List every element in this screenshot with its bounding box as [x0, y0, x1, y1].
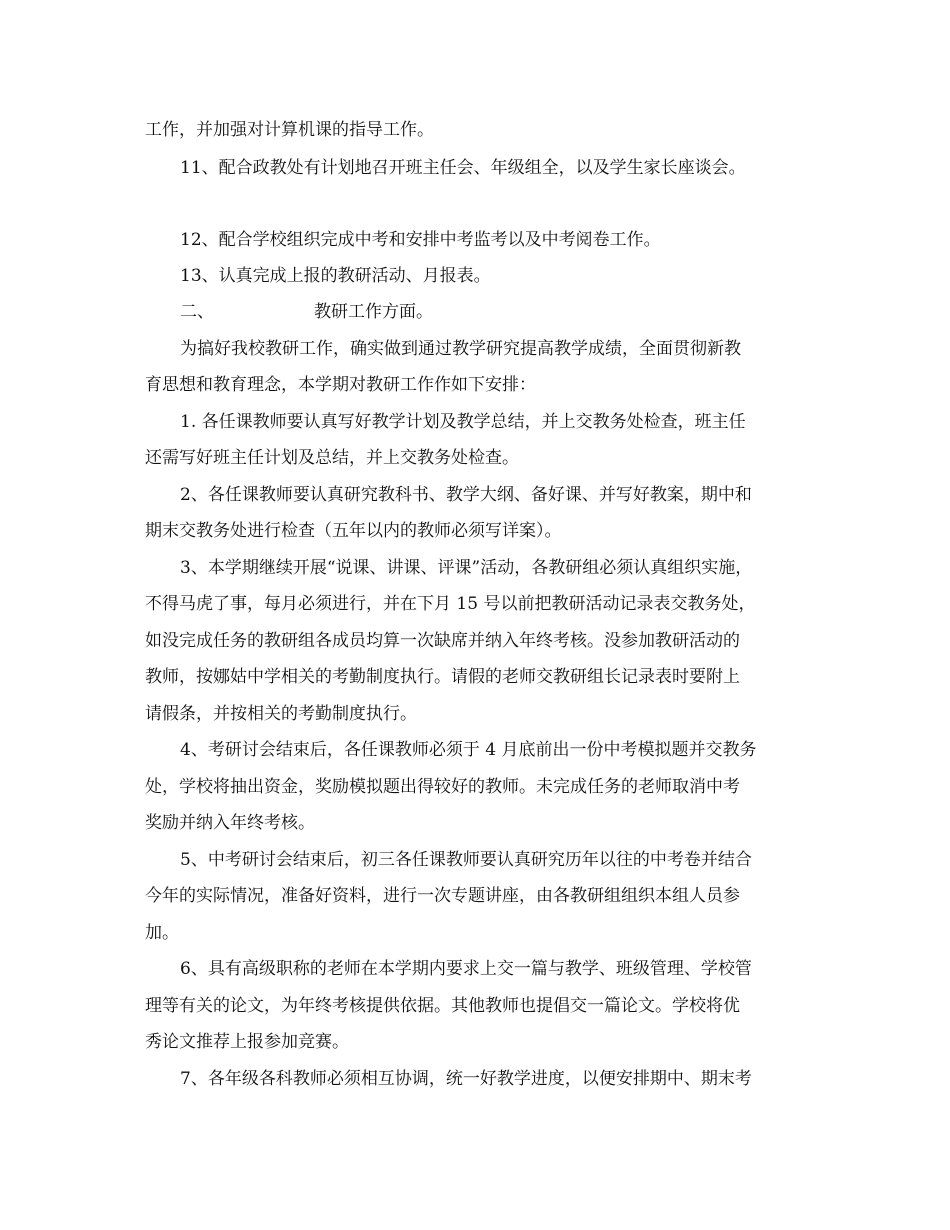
paragraph-line: 请假条，并按相关的考勤制度执行。 [145, 704, 417, 724]
section-number: 二、 [180, 302, 214, 322]
item-5: 5、中考研讨会结束后，初三各任课教师要认真研究历年以往的中考卷并结合 [180, 850, 752, 870]
item-7: 7、各年级各科教师必须相互协调，统一好教学进度，以便安排期中、期末考 [180, 1069, 752, 1089]
item-13: 13、认真完成上报的教研活动、月报表。 [180, 266, 491, 286]
paragraph-line: 加。 [145, 923, 179, 943]
paragraph-line: 如没完成任务的教研组各成员均算一次缺席并纳入年终考核。没参加教研活动的 [145, 631, 740, 651]
text-line: 工作，并加强对计算机课的指导工作。 [145, 120, 434, 140]
paragraph-line: 为搞好我校教研工作，确实做到通过教学研究提高教学成绩，全面贯彻新教 [180, 339, 741, 359]
paragraph-line: 还需写好班主任计划及总结，并上交教务处检查。 [145, 448, 519, 468]
paragraph-line: 育思想和教育理念，本学期对教研工作作如下安排： [145, 375, 536, 395]
paragraph-line: 今年的实际情况，准备好资料，进行一次专题讲座，由各教研组组织本组人员参 [145, 886, 740, 906]
item-11: 11、配合政教处有计划地召开班主任会、年级组全，以及学生家长座谈会。 [180, 158, 746, 178]
paragraph-line: 理等有关的论文，为年终考核提供依据。其他教师也提倡交一篇论文。学校将优 [145, 996, 740, 1016]
paragraph-line: 期末交教务处进行检查（五年以内的教师必须写详案）。 [145, 521, 562, 541]
item-4: 4、考研讨会结束后，各任课教师必须于 4 月底前出一份中考模拟题并交教务 [180, 740, 757, 760]
item-2: 2、各任课教师要认真研究教科书、教学大纲、备好课、并写好教案，期中和 [180, 485, 752, 505]
item-1: 1. 各任课教师要认真写好教学计划及教学总结，并上交教务处检查，班主任 [180, 412, 746, 432]
item-12: 12、配合学校组织完成中考和安排中考监考以及中考阅卷工作。 [180, 230, 661, 250]
paragraph-line: 教师，按娜姑中学相关的考勤制度执行。请假的老师交教研组长记录表时要附上 [145, 667, 740, 687]
paragraph-line: 处，学校将抽出资金，奖励模拟题出得较好的教师。未完成任务的老师取消中考 [145, 777, 740, 797]
item-6: 6、具有高级职称的老师在本学期内要求上交一篇与教学、班级管理、学校管 [180, 959, 752, 979]
paragraph-line: 奖励并纳入年终考核。 [145, 813, 315, 833]
section-heading [180, 304, 433, 321]
paragraph-line: 秀论文推荐上报参加竞赛。 [145, 1032, 349, 1052]
section-title: 教研工作方面。 [314, 302, 433, 322]
item-3: 3、本学期继续开展“说课、讲课、评课”活动，各教研组必须认真组织实施， [180, 558, 753, 578]
paragraph-line: 不得马虎了事，每月必须进行，并在下月 15 号以前把教研活动记录表交教务处， [145, 594, 756, 614]
